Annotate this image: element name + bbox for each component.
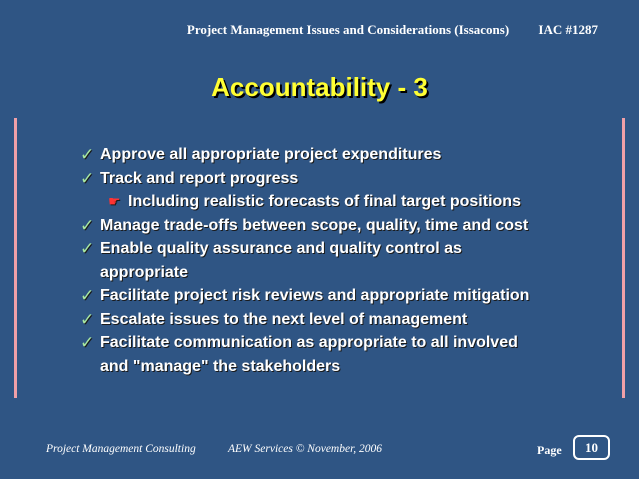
- check-icon: ✓: [80, 215, 95, 235]
- bullet-item: [80, 237, 610, 261]
- slide-header: [0, 22, 598, 38]
- bullet-continuation: [80, 261, 610, 285]
- bullet-text: Manage trade-offs between scope, quality, time and cost: [100, 216, 529, 234]
- bullet-text: Including realistic forecasts of final target positions: [128, 193, 521, 210]
- bullet-text: Facilitate project risk reviews and appropriate mitigation: [100, 287, 530, 304]
- bullet-text: Approve all appropriate project expenditures: [100, 146, 442, 163]
- bullet-text: Track and report progress: [100, 169, 299, 187]
- left-accent-bar: [14, 118, 17, 398]
- footer-company: Project Management Consulting: [46, 443, 196, 455]
- bullet-text: Enable quality assurance and quality control as: [100, 240, 462, 257]
- check-icon: ✓: [80, 239, 95, 258]
- footer-page-label: Page: [537, 443, 562, 457]
- check-icon: ✓: [80, 145, 95, 164]
- bullet-item: [80, 143, 610, 167]
- check-icon: ✓: [80, 333, 95, 352]
- header-code: IAC #1287: [538, 22, 598, 37]
- footer-copyright: AEW Services © November, 2006: [228, 443, 383, 455]
- slide-title: Accountability - 3: [211, 72, 428, 102]
- page-number-box: 10: [573, 435, 610, 460]
- bullet-item: [80, 284, 610, 308]
- check-icon: ✓: [80, 286, 95, 305]
- pointing-hand-icon: ☛: [108, 193, 121, 209]
- check-icon: ✓: [80, 168, 95, 188]
- bullet-item: [80, 331, 610, 355]
- check-icon: ✓: [80, 309, 95, 329]
- bullet-text: Escalate issues to the next level of management: [100, 310, 468, 328]
- bullet-list: [80, 143, 610, 378]
- right-accent-bar: [622, 118, 625, 398]
- bullet-continuation: [80, 355, 610, 379]
- bullet-item: [80, 308, 610, 332]
- bullet-text: and "manage" the stakeholders: [100, 357, 341, 375]
- bullet-text: appropriate: [100, 263, 189, 281]
- bullet-item: [80, 214, 610, 238]
- sub-bullet-item: [80, 190, 610, 214]
- bullet-item: [80, 167, 610, 191]
- bullet-text: Facilitate communication as appropriate to all involved: [100, 334, 518, 351]
- header-title: Project Management Issues and Considerations (Issacons): [186, 22, 510, 37]
